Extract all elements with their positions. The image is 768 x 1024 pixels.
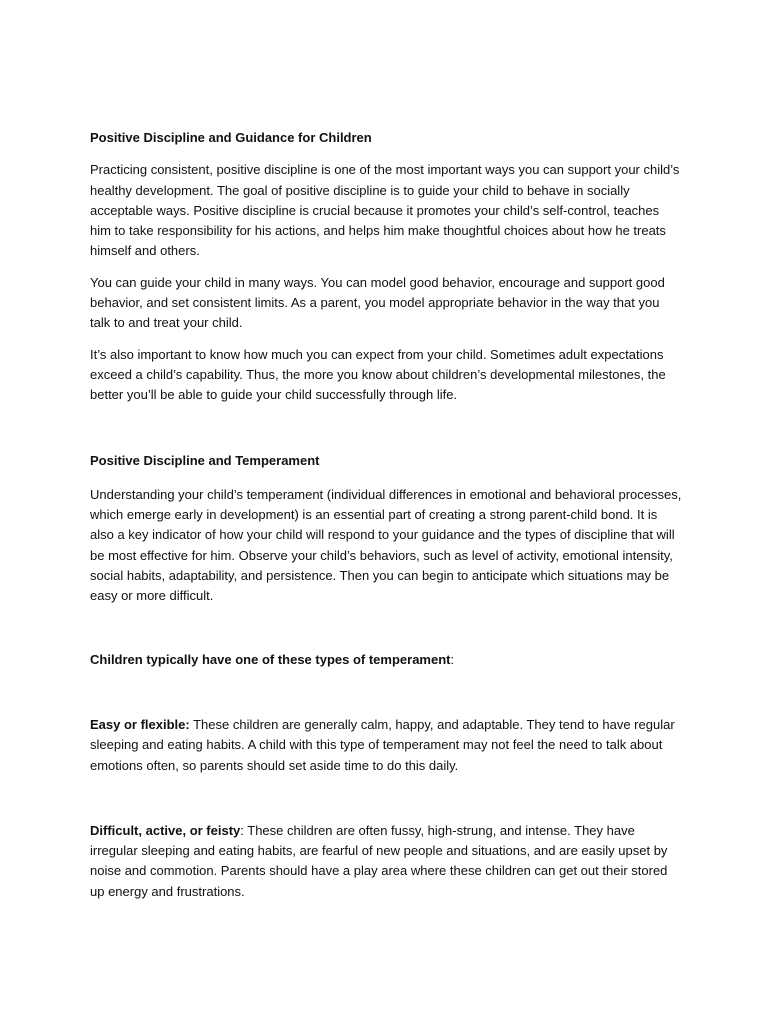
section-heading-temperament-types bbox=[90, 650, 682, 670]
temperament-types-heading-text: Children typically have one of these types of temperament bbox=[90, 651, 451, 667]
paragraph-positive-discipline: Practicing consistent, positive discipline is one of the most important ways you can support your child’s healthy development. The goal of positive discipline is to guide your child to behave in socially acceptable ways. Positive discipline is crucial because it promotes your child’s self-control, teaches him to take responsibility for his actions, and helps him make thoughtful choices about how he treats himself and others. bbox=[90, 162, 680, 259]
paragraph-expectations: It’s also important to know how much you can expect from your child. Sometimes adult expectations exceed a child’s capability. Thus, the more you know about children’s developmental milestones, the better you’ll be able to guide your child successfully through life. bbox=[90, 346, 666, 403]
temperament-type-term: Difficult, active, or feisty bbox=[90, 822, 241, 838]
section-heading-temperament: Positive Discipline and Temperament bbox=[90, 452, 320, 468]
temperament-type-description: : These children are often fussy, high-strung, and intense. They have irregular sleeping and eating habits, are fearful of new people and situations, and are easily upset by noise and commotion. Parents should have a play area where these children can get out their stored up energy and frustrations. bbox=[90, 822, 668, 899]
paragraph-temperament: Understanding your child’s temperament (individual differences in emotional and behavioral processes, which emerge early in development) is an essential part of creating a strong parent-child bond. It is also a key indicator of how your child will respond to your guidance and the types of discipline that will be most effective for him. Observe your child’s behaviors, such as level of activity, emotional intensity, social habits, adaptability, and persistence. Then you can begin to anticipate which situations may be easy or more difficult. bbox=[90, 486, 682, 604]
paragraph-guide-child: You can guide your child in many ways. You can model good behavior, encourage and support good behavior, and set consistent limits. As a parent, you model appropriate behavior in the way that you talk to and treat your child. bbox=[90, 274, 665, 331]
temperament-type-description: These children are generally calm, happy, and adaptable. They tend to have regular sleeping and eating habits. A child with this type of temperament may not feel the need to talk about emotions often, so parents should set aside time to do this daily. bbox=[90, 716, 675, 773]
temperament-type-easy bbox=[90, 715, 682, 776]
document-page bbox=[90, 128, 682, 902]
temperament-types-heading-colon: : bbox=[450, 651, 455, 667]
temperament-type-difficult bbox=[90, 821, 682, 902]
section-heading-guidance: Positive Discipline and Guidance for Children bbox=[90, 130, 372, 145]
temperament-type-term: Easy or flexible: bbox=[90, 716, 190, 732]
